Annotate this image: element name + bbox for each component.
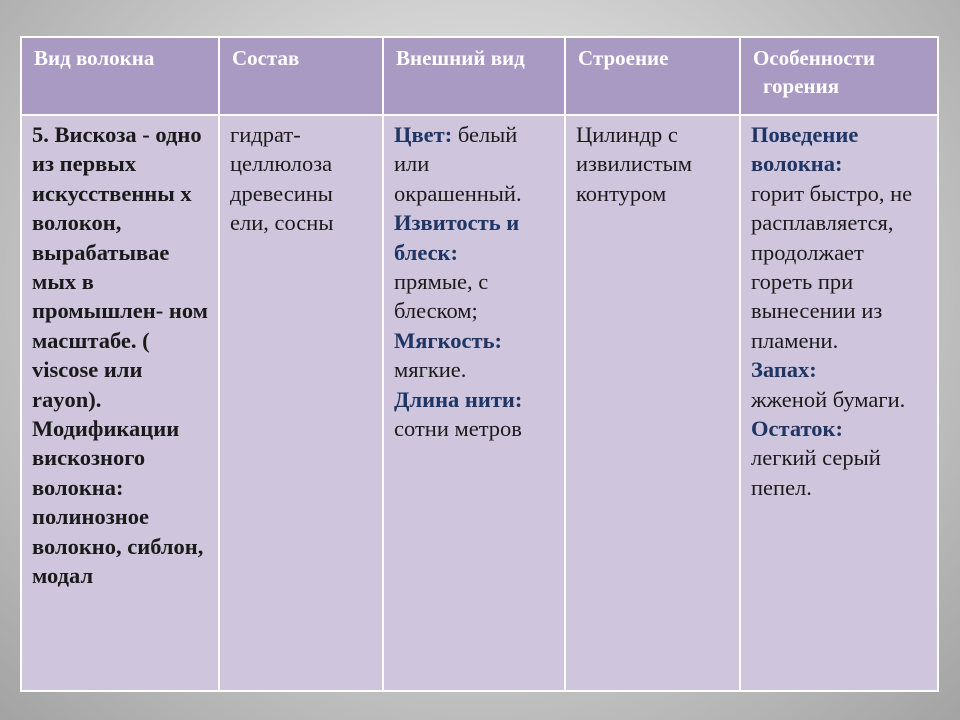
fiber-properties-table <box>20 36 939 692</box>
length-value: сотни метров <box>394 416 522 442</box>
smell-label: Запах: <box>751 357 817 383</box>
header-composition: Состав <box>220 38 382 114</box>
slide-table-frame <box>20 36 937 692</box>
residue-value: легкий серый пепел. <box>751 445 881 500</box>
cell-fiber-type: 5. Вискоза - одно из первых искусственны х волокон, вырабатывае мых в промышлен- ном масштабе. ( viscose или rayon). Модификации вискозного волокна: полинозное волокно, сиблон, модал <box>22 116 218 690</box>
crimp-value: прямые, с блеском; <box>394 269 489 324</box>
cell-composition: гидрат-целлюлоза древесины ели, сосны <box>220 116 382 690</box>
header-burning: Особенности горения <box>741 38 937 114</box>
behavior-value: горит быстро, не расплавляется, продолжает гореть при вынесении из пламени. <box>751 180 913 353</box>
color-value: белый или окрашенный. <box>394 122 522 206</box>
smell-value: жженой бумаги. <box>751 386 906 412</box>
softness-label: Мягкость: <box>394 327 502 353</box>
header-structure: Строение <box>566 38 739 114</box>
table-row <box>22 116 937 690</box>
cell-burning <box>741 116 937 690</box>
residue-label: Остаток: <box>751 416 843 442</box>
length-label: Длина нити: <box>394 386 523 412</box>
cell-structure: Цилиндр с извилистым контуром <box>566 116 739 690</box>
cell-appearance <box>384 116 564 690</box>
table-header-row <box>22 38 937 114</box>
behavior-label: Поведение волокна: <box>751 122 859 177</box>
color-label: Цвет: <box>394 122 453 147</box>
softness-value: мягкие. <box>394 357 467 383</box>
header-fiber-type: Вид волокна <box>22 38 218 114</box>
header-appearance: Внешний вид <box>384 38 564 114</box>
crimp-label: Извитость и блеск: <box>394 210 520 265</box>
